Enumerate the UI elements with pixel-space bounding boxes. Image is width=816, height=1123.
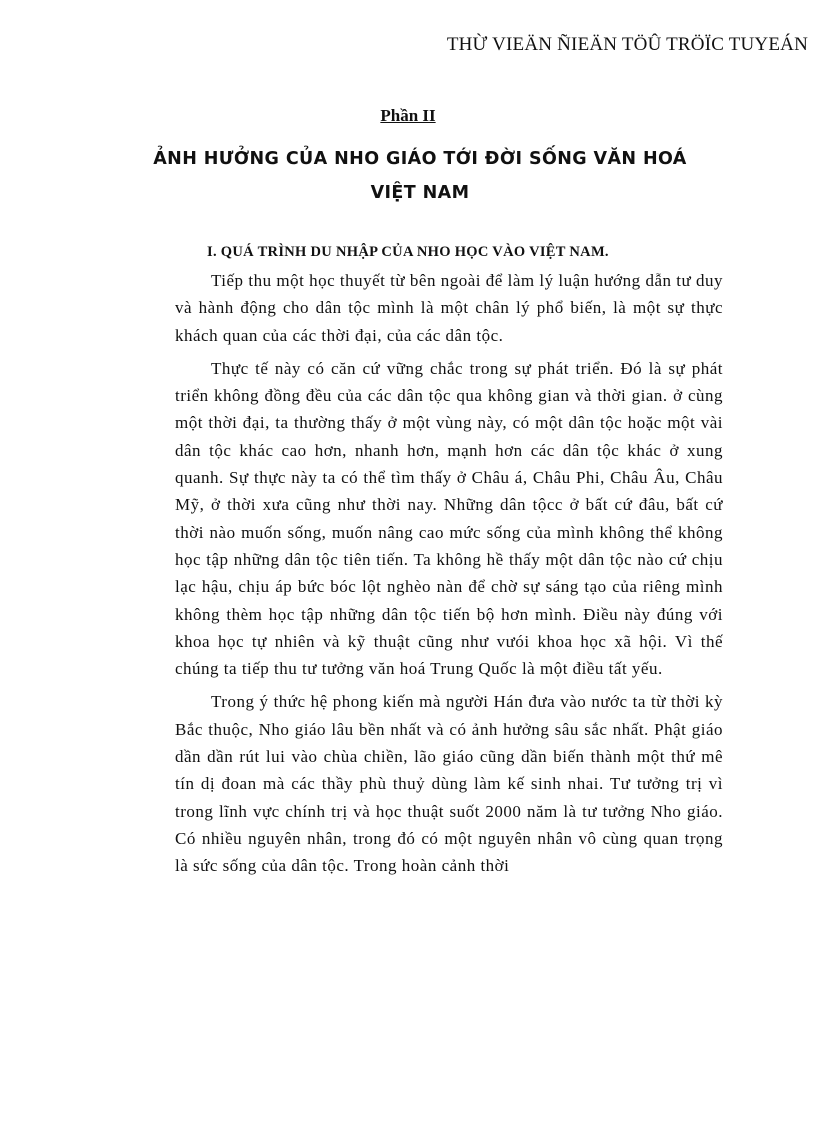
paragraph: Trong ý thức hệ phong kiến mà người Hán đưa vào nước ta từ thời kỳ Bắc thuộc, Nho giáo lâu bền nhất và có ảnh hưởng sâu sắc nhất. Phật giáo dần dần rút lui vào chùa chiền, lão giáo cũng dần biến thành một thứ mê tín dị đoan mà các thầy phù thuỷ dùng làm kế sinh nhai. Tư tưởng trị vì trong lĩnh vực chính trị và học thuật suốt 2000 năm là tư tưởng Nho giáo. Có nhiều nguyên nhân, trong đó có một nguyên nhân vô cùng quan trọng là sức sống của dân tộc. Trong hoàn cảnh thời: [175, 692, 723, 876]
paragraph: Thực tế này có căn cứ vững chắc trong sự phát triển. Đó là sự phát triển không đồng đều của các dân tộc qua không gian và thời gian. ở cùng một thời đại, ta thường thấy ở một vùng này, có một dân tộc hoặc một vài dân tộc khác cao hơn, nhanh hơn, mạnh hơn các dân tộc khác ở xung quanh. Sự thực này ta có thể tìm thấy ở Châu á, Châu Phi, Châu Âu, Châu Mỹ, ở thời xưa cũng như thời nay. Những dân tộcc ở bất cứ đâu, bất cứ thời nào muốn sống, muốn nâng cao mức sống của mình không thể không học tập những dân tộc tiên tiến. Ta không hề thấy một dân tộc nào cứ chịu lạc hậu, chịu áp bức bóc lột nghèo nàn để chờ sự sáng tạo của riêng mình không thèm học tập những dân tộc tiến bộ hơn mình. Điều này đúng với khoa học tự nhiên và kỹ thuật cũng như vưói khoa học xã hội. Vì thế chúng ta tiếp thu tư tưởng văn hoá Trung Quốc là một điều tất yếu.: [175, 358, 723, 679]
chapter-title: ẢNH HƯỞNG CỦA NHO GIÁO TỚI ĐỜI SỐNG VĂN HOÁ VIỆT NAM: [153, 149, 687, 203]
section-heading: I. QUÁ TRÌNH DU NHẬP CỦA NHO HỌC VÀO VIỆT NAM.: [207, 244, 609, 260]
part-title: Phần II: [380, 106, 436, 125]
body-text: [175, 267, 723, 886]
paragraph: Tiếp thu một học thuyết từ bên ngoài để làm lý luận hướng dẫn tư duy và hành động cho dân tộc mình là một chân lý phổ biến, là một sự thực khách quan của các thời đại, của các dân tộc.: [175, 271, 723, 345]
library-header: THỪ VIEÄN ÑIEÄN TÖÛ TRÖÏC TUYEÁN: [446, 34, 808, 55]
